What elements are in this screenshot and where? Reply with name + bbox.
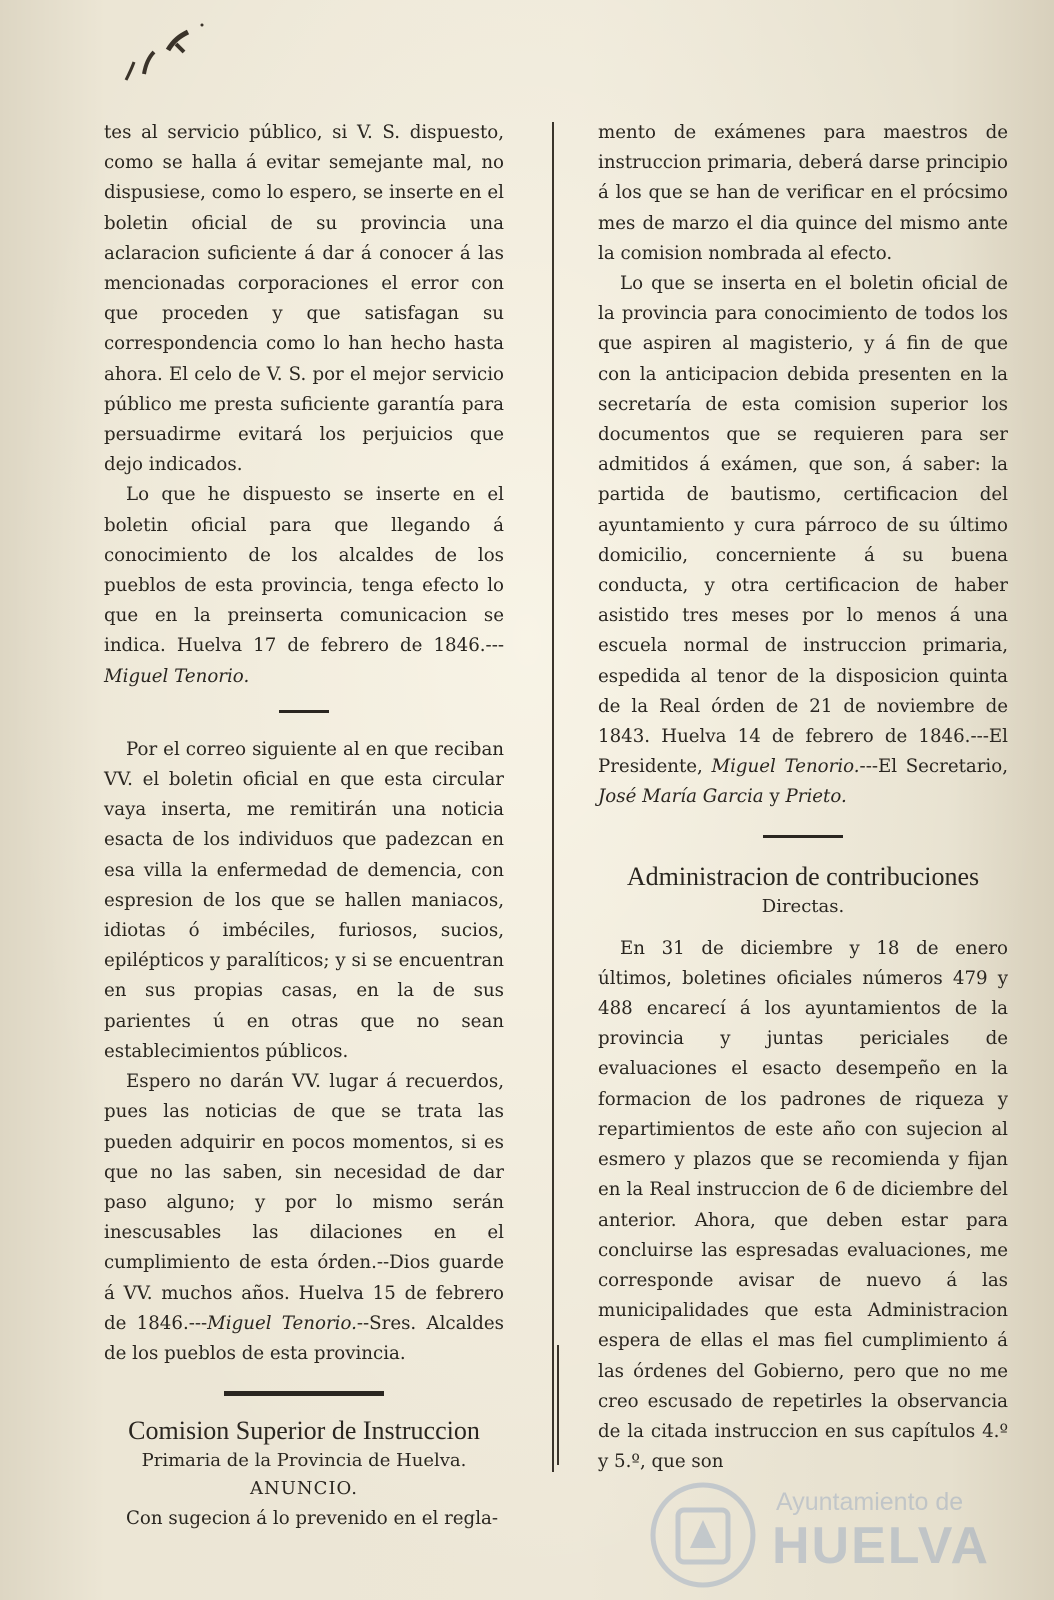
right-paragraph-2-conjunction: y	[769, 786, 780, 808]
section-rule	[279, 710, 329, 713]
left-paragraph-5: Con sugecion á lo prevenido en el regla-	[126, 1508, 499, 1530]
section-rule	[763, 835, 843, 838]
watermark-line-1: Ayuntamiento de	[776, 1488, 964, 1516]
left-paragraph-2	[104, 480, 504, 691]
left-paragraph-4-tail: --Sres. Alcaldes de los pueblos de esta provincia.	[104, 1312, 504, 1364]
watermark-crest-icon	[648, 1480, 758, 1590]
right-paragraph-2-signature-secretary: José María Garcia	[598, 786, 764, 808]
handwritten-ink-mark	[118, 22, 218, 92]
anuncio-label: ANUNCIO.	[250, 1478, 358, 1500]
left-column	[104, 118, 504, 1535]
right-paragraph-3: En 31 de diciembre y 18 de enero últimos, boletines oficiales números 479 y 488 encarecí á los ayuntamientos de la provincia y juntas periciales de evaluaciones el esacto desempeño en la formacion de los padrones de riqueza y repartimientos de este año con sujecion al esmero y plazos que se recomienda y fijan en la Real instruccion de 6 de diciembre del anterior. Ahora, que deben estar para concluirse las espresadas evaluaciones, me corresponde avisar de nuevo á las municipalidades que esta Administracion espera de ellas el mas fiel cumplimiento á las órdenes del Gobierno, pero que no me creo escusado de repetirles la observancia de la citada instruccion en sus capítulos 4.º y 5.º, que son	[598, 937, 1008, 1473]
section-heading-contribuciones: Administracion de contribuciones	[626, 861, 980, 891]
right-paragraph-1: mento de exámenes para maestros de instruccion primaria, deberá darse principio á los que se han de verificar en el prócsimo mes de marzo el dia quince del mismo ante la comision nombrada al efecto.	[598, 122, 1008, 264]
left-paragraph-4	[104, 1067, 504, 1369]
right-paragraph-2	[598, 269, 1008, 813]
section-subheading-contribuciones: Directas.	[761, 895, 845, 917]
right-column	[598, 118, 1008, 1477]
left-paragraph-2-text: Lo que he dispuesto se inserte en el boletin oficial para que llegando á conocimiento de los alcaldes de los pueblos de esta provincia, tenga efecto lo que en la preinserta comunicacion se indica. Huelva 17 de febrero de 1846.---	[104, 484, 504, 657]
right-paragraph-2-signature-secretary-surname: Prieto.	[785, 786, 847, 808]
section-heavy-rule	[224, 1391, 384, 1396]
watermark	[648, 1480, 1008, 1590]
section-subheading-instruccion: Primaria de la Provincia de Huelva.	[141, 1450, 467, 1472]
left-paragraph-3: Por el correo siguiente al en que reciban VV. el boletin oficial en que esta circular vaya inserta, me remitirán una noticia esacta de los individuos que padezcan en esa villa la enfermedad de demencia, con espresion de los que se hallen maniacos, idiotas ó imbéciles, furiosos, sucios, epilépticos y paralíticos; y si se encuentran en sus propias casas, en la de sus parientes ú en otras que no sean establecimientos públicos.	[104, 738, 504, 1062]
right-paragraph-2-text: Lo que se inserta en el boletin oficial de la provincia para conocimiento de todos los que aspiren al magisterio, y á fin de que con la anticipacion debida presenten en la secretaría de esta comision superior los documentos que se requieren para ser admitidos á exámen, que son, á saber: la partida de bautismo, certificacion del ayuntamiento y cura párroco de su último domicilio, concerniente á su buena conducta, y otra certificacion de haber asistido tres meses por lo menos á una escuela normal de instruccion primaria, espedida al tenor de la disposicion quinta de la Real órden de 21 de noviembre de 1843. Huelva 14 de febrero de 1846.---El Presidente,	[598, 273, 1008, 778]
section-heading-instruccion: Comision Superior de Instruccion	[128, 1416, 480, 1446]
right-paragraph-2-signature-president: Miguel Tenorio.	[711, 756, 860, 778]
right-paragraph-2-secretary-label: ---El Secretario,	[859, 756, 1008, 778]
left-paragraph-2-signature: Miguel Tenorio.	[104, 665, 250, 687]
left-paragraph-1: tes al servicio público, si V. S. dispuesto, como se halla á evitar semejante mal, no dispusiese, como lo espero, se inserte en el boletin oficial de su provincia una aclaracion suficiente á dar á conocer á las mencionadas corporaciones el error con que proceden y que satisfagan su correspondencia como lo han hecho hasta ahora. El celo de V. S. por el mejor servicio público me presta suficiente garantía para persuadirme evitará los perjuicios que dejo indicados.	[104, 122, 504, 476]
column-divider	[552, 122, 554, 1472]
left-paragraph-4-signature: Miguel Tenorio.	[207, 1312, 357, 1334]
column-divider-lower	[557, 1345, 559, 1465]
left-paragraph-4-text: Espero no darán VV. lugar á recuerdos, pues las noticias de que se trata las pueden adquirir en pocos momentos, si es que no las saben, sin necesidad de dar paso alguno; y por lo mismo serán inescusables las dilaciones en el cumplimiento de esta órden.--Dios guarde á VV. muchos años. Huelva 15 de febrero de 1846.---	[104, 1071, 504, 1334]
watermark-line-2: HUELVA	[772, 1517, 991, 1575]
